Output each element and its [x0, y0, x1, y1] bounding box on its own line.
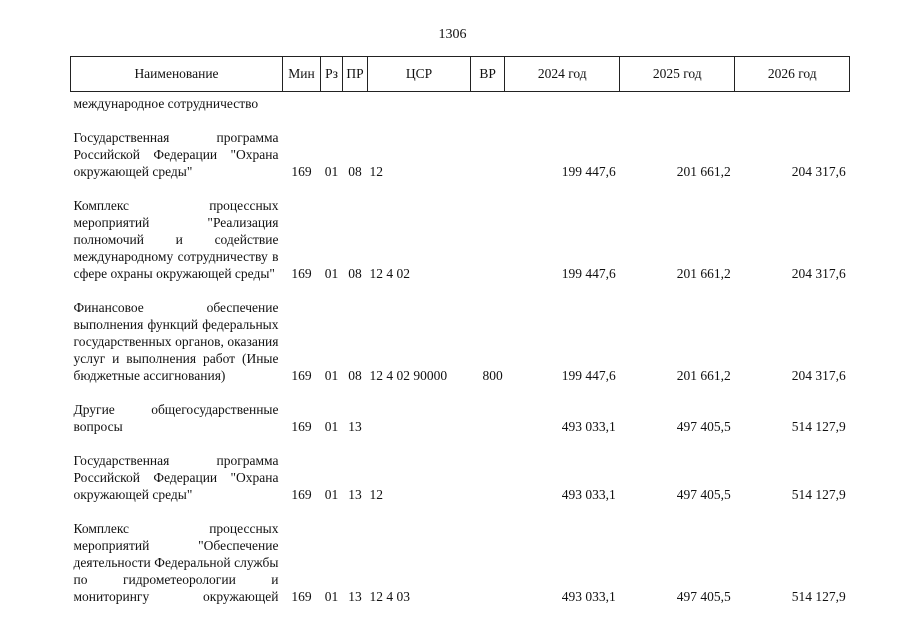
- row-rz: 01: [324, 266, 339, 281]
- row-vr: [471, 452, 505, 503]
- table-header-row: [71, 57, 850, 92]
- row-2024: [505, 92, 620, 113]
- row-name: Комплекс процессных мероприятий "Обеспечение деятельности Федеральной службы по гидрометеорологии и мониторингу окружающей: [73, 521, 279, 604]
- row-2025: 201 661,2: [676, 266, 731, 281]
- budget-table: [70, 56, 850, 605]
- row-2025: 201 661,2: [676, 164, 731, 179]
- row-2025: 497 405,5: [676, 589, 731, 604]
- page-number: 1306: [438, 27, 467, 42]
- row-2025: [620, 92, 735, 113]
- row-csr: 12: [369, 487, 383, 502]
- row-pr: 08: [348, 164, 362, 179]
- header-vr: ВР: [471, 57, 505, 92]
- row-csr: 12 4 03: [369, 589, 410, 604]
- row-csr: [368, 401, 471, 435]
- row-2024: 493 033,1: [561, 419, 616, 434]
- row-name: Финансовое обеспечение выполнения функций федеральных государственных органов, оказания услуг и выполнения работ (Иные бюджетные ассигнования): [73, 300, 279, 383]
- row-2026: 204 317,6: [791, 164, 846, 179]
- row-2026: 514 127,9: [791, 487, 846, 502]
- row-vr: [471, 129, 505, 180]
- row-pr: 08: [348, 266, 362, 281]
- row-csr: 12: [369, 164, 383, 179]
- row-name: международное сотрудничество: [73, 96, 259, 111]
- row-rz: 01: [324, 419, 339, 434]
- row-vr: [471, 401, 505, 435]
- header-name: Наименование: [71, 57, 283, 92]
- row-2024: 493 033,1: [561, 589, 616, 604]
- table-row: [71, 197, 850, 282]
- row-vr: [471, 520, 505, 605]
- header-min: Мин: [283, 57, 321, 92]
- row-rz: 01: [324, 589, 339, 604]
- row-2024: 493 033,1: [561, 487, 616, 502]
- table-row: [71, 129, 850, 180]
- header-pr: ПР: [343, 57, 368, 92]
- row-2026: 514 127,9: [791, 589, 846, 604]
- row-min: 169: [291, 266, 312, 281]
- row-2024: 199 447,6: [561, 368, 616, 383]
- row-rz: [321, 92, 343, 113]
- header-csr: ЦСР: [368, 57, 471, 92]
- row-min: 169: [291, 164, 312, 179]
- row-pr: 13: [348, 419, 362, 434]
- row-csr: 12 4 02 90000: [369, 368, 448, 383]
- row-vr: 800: [482, 368, 503, 383]
- row-2024: 199 447,6: [561, 266, 616, 281]
- row-2025: 497 405,5: [676, 419, 731, 434]
- row-2026: [735, 92, 850, 113]
- row-2026: 514 127,9: [791, 419, 846, 434]
- table-row: [71, 92, 850, 113]
- row-min: [283, 92, 321, 113]
- row-csr: 12 4 02: [369, 266, 410, 281]
- table-row: [71, 401, 850, 435]
- row-pr: 08: [348, 368, 362, 383]
- row-2026: 204 317,6: [791, 368, 846, 383]
- row-pr: 13: [348, 487, 362, 502]
- header-2024: 2024 год: [505, 57, 620, 92]
- row-name: Другие общегосударственные вопросы: [73, 402, 279, 434]
- table-row: [71, 452, 850, 503]
- row-rz: 01: [324, 164, 339, 179]
- row-name: Государственная программа Российской Федерации "Охрана окружающей среды": [73, 130, 279, 179]
- row-pr: 13: [348, 589, 362, 604]
- header-2025: 2025 год: [620, 57, 735, 92]
- row-2024: 199 447,6: [561, 164, 616, 179]
- row-vr: [471, 92, 505, 113]
- row-min: 169: [291, 487, 312, 502]
- header-rz: Рз: [321, 57, 343, 92]
- row-name: Государственная программа Российской Федерации "Охрана окружающей среды": [73, 453, 279, 502]
- table-row: [71, 299, 850, 384]
- row-2025: 201 661,2: [676, 368, 731, 383]
- row-vr: [471, 197, 505, 282]
- table-row: [71, 520, 850, 605]
- row-min: 169: [291, 419, 312, 434]
- row-csr: [368, 92, 471, 113]
- row-min: 169: [291, 589, 312, 604]
- header-2026: 2026 год: [735, 57, 850, 92]
- row-pr: [343, 92, 368, 113]
- row-rz: 01: [324, 368, 339, 383]
- row-rz: 01: [324, 487, 339, 502]
- row-2025: 497 405,5: [676, 487, 731, 502]
- row-name: Комплекс процессных мероприятий "Реализация полномочий и содействие международному сотрудничеству в сфере охраны окружающей среды": [73, 198, 279, 281]
- row-2026: 204 317,6: [791, 266, 846, 281]
- row-min: 169: [291, 368, 312, 383]
